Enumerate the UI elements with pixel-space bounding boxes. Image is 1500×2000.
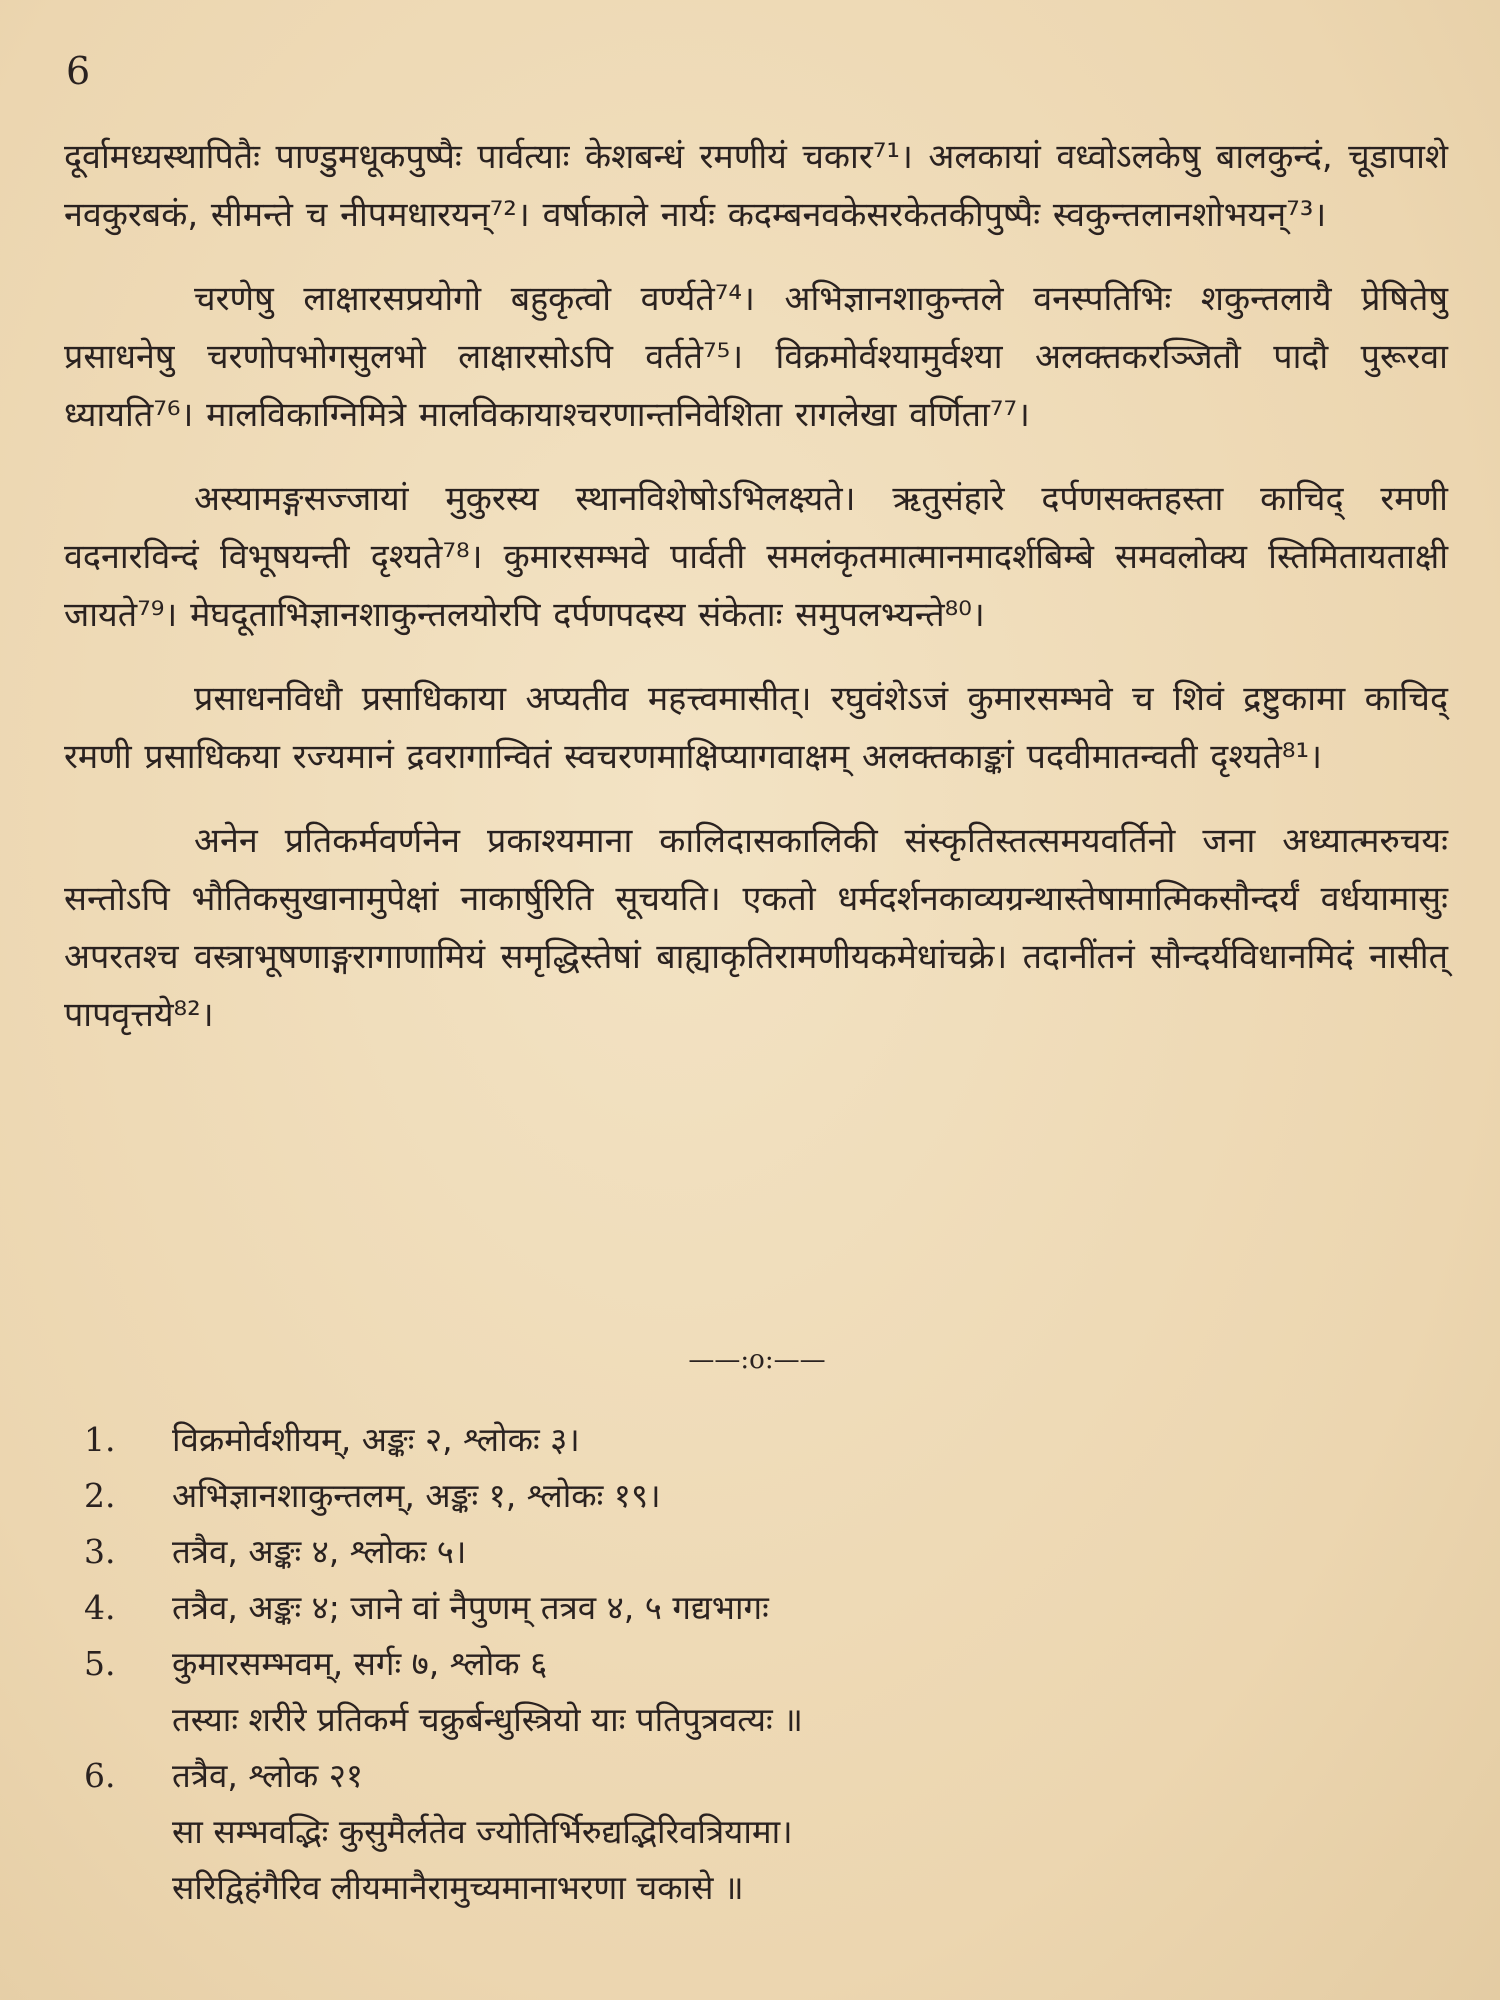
main-text xyxy=(64,128,1448,1070)
footnote-number: 5. xyxy=(84,1644,116,1683)
footnote-text xyxy=(172,1748,1384,1916)
footnote-verse-line: सरिद्विहंगैरिव लीयमानैरामुच्यमानाभरणा चकासे ॥ xyxy=(172,1868,744,1907)
page-number: 6 xyxy=(66,49,91,93)
footnote-line: कुमारसम्भवम्, सर्गः ७, श्लोक ६ xyxy=(172,1644,548,1683)
paragraph: अस्यामङ्गसज्जायां मुकुरस्य स्थानविशेषोऽभिलक्ष्यते। ऋतुसंहारे दर्पणसक्तहस्ता काचिद् रमणी वदनारविन्दं विभूषयन्ती दृश्यते⁷⁸। कुमारसम्भवे पार्वती समलंकृतमात्मानमादर्शबिम्बे समवलोक्य स्तिमितायताक्षी जायते⁷⁹। मेघदूताभिज्ञानशाकुन्तलयोरपि दर्पणपदस्य संकेताः समुपलभ्यन्ते⁸⁰। xyxy=(64,479,1448,635)
footnote-item xyxy=(84,1580,1384,1636)
footnote-text xyxy=(172,1468,1384,1524)
footnote-item xyxy=(84,1412,1384,1468)
footnote-verse-line: सा सम्भवद्भिः कुसुमैर्लतेव ज्योतिर्भिरुद्यद्भिरिवत्रियामा। xyxy=(172,1812,793,1851)
section-separator: ——:o:—— xyxy=(688,1345,826,1375)
footnote-line: तत्रैव, अङ्कः ४; जाने वां नैपुणम् तत्रव ४, ५ गद्यभागः xyxy=(172,1588,769,1627)
footnote-number: 4. xyxy=(84,1588,116,1627)
footnote-number: 6. xyxy=(84,1756,116,1795)
footnote-verse-line: तस्याः शरीरे प्रतिकर्म चक्रुर्बन्धुस्त्रियो याः पतिपुत्रवत्यः ॥ xyxy=(172,1700,803,1739)
footnote-item xyxy=(84,1468,1384,1524)
footnote-number: 2. xyxy=(84,1476,116,1515)
paragraph: चरणेषु लाक्षारसप्रयोगो बहुकृत्वो वर्ण्यते⁷⁴। अभिज्ञानशाकुन्तले वनस्पतिभिः शकुन्तलायै प्रेषितेषु प्रसाधनेषु चरणोपभोगसुलभो लाक्षारसोऽपि वर्तते⁷⁵। विक्रमोर्वश्यामुर्वश्या अलक्तकरञ्जितौ पादौ पुरूरवा ध्यायति⁷⁶। मालविकाग्निमित्रे मालविकायाश्चरणान्तनिवेशिता रागलेखा वर्णिता⁷⁷। xyxy=(64,279,1448,435)
footnote-text xyxy=(172,1636,1384,1748)
paragraph: दूर्वामध्यस्थापितैः पाण्डुमधूकपुष्पैः पार्वत्याः केशबन्धं रमणीयं चकार⁷¹। अलकायां वध्वोऽलकेषु बालकुन्दं, चूडापाशे नवकुरबकं, सीमन्ते च नीपमधारयन्⁷²। वर्षाकाले नार्यः कदम्बनवकेसरकेतकीपुष्पैः स्वकुन्तलानशोभयन्⁷³। xyxy=(64,137,1448,235)
footnote-text xyxy=(172,1412,1384,1468)
footnote-text xyxy=(172,1580,1384,1636)
paragraph: अनेन प्रतिकर्मवर्णनेन प्रकाश्यमाना कालिदासकालिकी संस्कृतिस्तत्समयवर्तिनो जना अध्यात्मरुचयः सन्तोऽपि भौतिकसुखानामुपेक्षां नाकार्षुरिति सूचयति। एकतो धर्मदर्शनकाव्यग्रन्थास्तेषामात्मिकसौन्दर्यं वर्धयामासुः अपरतश्च वस्त्राभूषणाङ्गरागाणामियं समृद्धिस्तेषां बाह्याकृतिरामणीयकमेधांचक्रे। तदानींतनं सौन्दर्यविधानमिदं नासीत् पापवृत्तये⁸²। xyxy=(64,821,1448,1035)
footnote-line: विक्रमोर्वशीयम्, अङ्कः २, श्लोकः ३। xyxy=(172,1420,580,1459)
footnote-line: तत्रैव, श्लोक २१ xyxy=(172,1756,364,1795)
footnote-item xyxy=(84,1636,1384,1748)
footnotes xyxy=(84,1412,1384,1916)
footnote-item xyxy=(84,1748,1384,1916)
footnote-line: अभिज्ञानशाकुन्तलम्, अङ्कः १, श्लोकः १९। xyxy=(172,1476,661,1515)
footnote-item xyxy=(84,1524,1384,1580)
footnote-line: तत्रैव, अङ्कः ४, श्लोकः ५। xyxy=(172,1532,467,1571)
paragraph: प्रसाधनविधौ प्रसाधिकाया अप्यतीव महत्त्वमासीत्। रघुवंशेऽजं कुमारसम्भवे च शिवं द्रष्टुकामा काचिद् रमणी प्रसाधिकया रज्यमानं द्रवरागान्वितं स्वचरणमाक्षिप्यागवाक्षम् अलक्तकाङ्कां पदवीमातन्वती दृश्यते⁸¹। xyxy=(64,679,1448,777)
footnote-number: 3. xyxy=(84,1532,116,1571)
footnote-text xyxy=(172,1524,1384,1580)
footnote-number: 1. xyxy=(84,1420,116,1459)
